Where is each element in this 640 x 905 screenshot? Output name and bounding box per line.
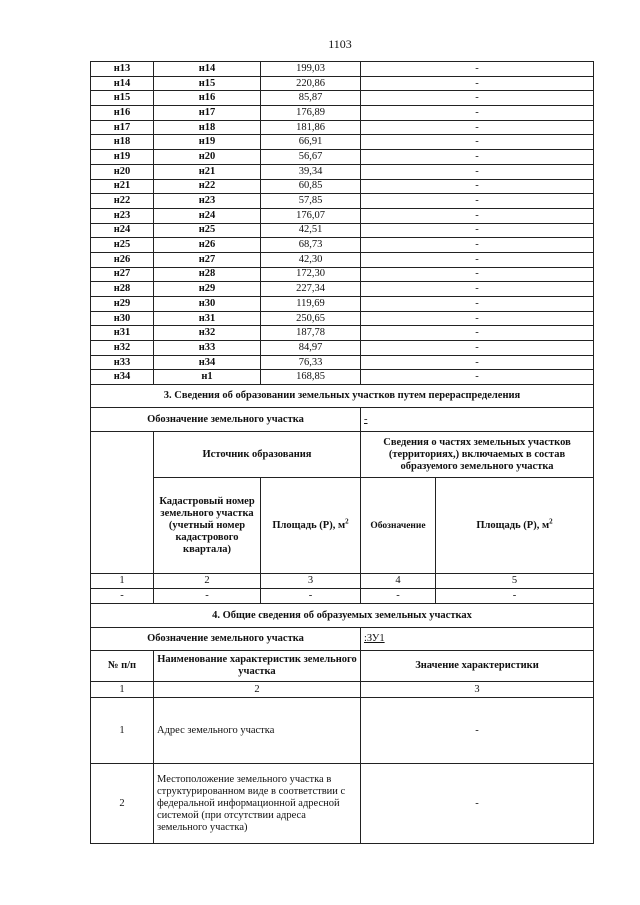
table-row <box>91 252 594 267</box>
segment-note: - <box>361 341 594 356</box>
segment-note: - <box>361 91 594 106</box>
segment-note: - <box>361 326 594 341</box>
col-num-header: № п/п <box>91 651 154 682</box>
point-from: н26 <box>91 252 154 267</box>
table-row <box>91 91 594 106</box>
section-4-designation-label: Обозначение земельного участка <box>91 628 361 651</box>
table-row <box>91 62 594 77</box>
segment-length: 66,91 <box>261 135 361 150</box>
point-to: н22 <box>154 179 261 194</box>
section-3-designation-value: - <box>361 408 594 432</box>
column-number: 1 <box>91 574 154 589</box>
table-row <box>91 135 594 150</box>
point-from: н16 <box>91 106 154 121</box>
point-to: н15 <box>154 76 261 91</box>
point-from: н19 <box>91 150 154 165</box>
point-from: н33 <box>91 355 154 370</box>
segment-note: - <box>361 267 594 282</box>
col-name-header: Наименование характеристик земельного участка <box>154 651 361 682</box>
point-to: н16 <box>154 91 261 106</box>
segment-length: 56,67 <box>261 150 361 165</box>
segment-length: 227,34 <box>261 282 361 297</box>
row-number: 1 <box>91 698 154 764</box>
point-from: н15 <box>91 91 154 106</box>
point-from: н28 <box>91 282 154 297</box>
section-3-title: 3. Сведения об образовании земельных участков путем перераспределения <box>91 385 594 408</box>
column-number: 4 <box>361 574 436 589</box>
segment-length: 42,51 <box>261 223 361 238</box>
segment-length: 119,69 <box>261 297 361 312</box>
table-row <box>91 341 594 356</box>
table-row <box>91 698 594 764</box>
segment-length: 68,73 <box>261 238 361 253</box>
point-from: н27 <box>91 267 154 282</box>
column-number: 1 <box>91 682 154 698</box>
segment-note: - <box>361 164 594 179</box>
point-from: н24 <box>91 223 154 238</box>
table-row <box>91 311 594 326</box>
point-from: н13 <box>91 62 154 77</box>
point-from: н14 <box>91 76 154 91</box>
table-row <box>91 297 594 312</box>
column-number: 2 <box>154 682 361 698</box>
segment-length: 250,65 <box>261 311 361 326</box>
section-3-values <box>91 589 594 604</box>
segment-note: - <box>361 311 594 326</box>
point-to: н30 <box>154 297 261 312</box>
segment-length: 220,86 <box>261 76 361 91</box>
segment-note: - <box>361 150 594 165</box>
section-4-designation-value: :ЗУ1 <box>361 628 594 651</box>
segment-note: - <box>361 62 594 77</box>
point-from: н23 <box>91 208 154 223</box>
segment-length: 42,30 <box>261 252 361 267</box>
segment-note: - <box>361 355 594 370</box>
section-3-column-numbers <box>91 574 594 589</box>
boundary-points-body <box>91 62 594 385</box>
value-cell: - <box>91 589 154 604</box>
characteristic-name: Адрес земельного участка <box>154 698 361 764</box>
point-to: н28 <box>154 267 261 282</box>
value-cell: - <box>154 589 261 604</box>
section-4-column-numbers <box>91 682 594 698</box>
source-header: Источник образования <box>154 432 361 478</box>
point-to: н18 <box>154 120 261 135</box>
segment-length: 168,85 <box>261 370 361 385</box>
point-to: н24 <box>154 208 261 223</box>
segment-note: - <box>361 252 594 267</box>
segment-note: - <box>361 120 594 135</box>
table-row <box>91 355 594 370</box>
segment-length: 176,89 <box>261 106 361 121</box>
segment-length: 85,87 <box>261 91 361 106</box>
point-to: н21 <box>154 164 261 179</box>
col-area-header: Площадь (Р), $м^2$ <box>261 478 361 574</box>
point-from: н21 <box>91 179 154 194</box>
point-to: н14 <box>154 62 261 77</box>
table-row <box>91 238 594 253</box>
segment-length: 172,30 <box>261 267 361 282</box>
point-from: н31 <box>91 326 154 341</box>
characteristic-value: - <box>361 764 594 844</box>
segment-length: 176,07 <box>261 208 361 223</box>
point-to: н29 <box>154 282 261 297</box>
point-to: н31 <box>154 311 261 326</box>
point-to: н26 <box>154 238 261 253</box>
column-number: 3 <box>261 574 361 589</box>
table-row <box>91 179 594 194</box>
value-cell: - <box>261 589 361 604</box>
col-value-header: Значение характеристики <box>361 651 594 682</box>
point-from: н34 <box>91 370 154 385</box>
characteristic-name: Местоположение земельного участка в структурированном виде в соответствии с федеральной информационной адресной системой (при отсутствии адреса земельного участка) <box>154 764 361 844</box>
segment-length: 57,85 <box>261 194 361 209</box>
col-cadastral-header: Кадастровый номер земельного участка (учетный номер кадастрового квартала) <box>154 478 261 574</box>
parts-header: Сведения о частях земельных участков (территориях,) включаемых в состав образуемого земельного участка <box>361 432 594 478</box>
table-row <box>91 150 594 165</box>
value-cell: - <box>361 589 436 604</box>
characteristic-value: - <box>361 698 594 764</box>
segment-length: 187,78 <box>261 326 361 341</box>
segment-note: - <box>361 223 594 238</box>
table-row <box>91 208 594 223</box>
section-3 <box>91 385 594 604</box>
segment-note: - <box>361 282 594 297</box>
table-row <box>91 76 594 91</box>
table-row <box>91 223 594 238</box>
table-row <box>91 326 594 341</box>
land-plot-table <box>90 61 594 844</box>
table-row <box>91 764 594 844</box>
section-4-title: 4. Общие сведения об образуемых земельных участках <box>91 604 594 628</box>
segment-note: - <box>361 194 594 209</box>
segment-length: 39,34 <box>261 164 361 179</box>
segment-length: 84,97 <box>261 341 361 356</box>
segment-length: 199,03 <box>261 62 361 77</box>
point-to: н34 <box>154 355 261 370</box>
segment-length: 76,33 <box>261 355 361 370</box>
section-4 <box>91 604 594 844</box>
table-row <box>91 282 594 297</box>
segment-note: - <box>361 370 594 385</box>
point-from: н20 <box>91 164 154 179</box>
page-number: 1103 <box>328 37 352 51</box>
table-row <box>91 370 594 385</box>
point-from: н18 <box>91 135 154 150</box>
section-3-designation-label: Обозначение земельного участка <box>91 408 361 432</box>
point-to: н32 <box>154 326 261 341</box>
table-row <box>91 267 594 282</box>
point-to: н25 <box>154 223 261 238</box>
point-from: н29 <box>91 297 154 312</box>
point-from: н22 <box>91 194 154 209</box>
segment-note: - <box>361 179 594 194</box>
table-row <box>91 164 594 179</box>
point-to: н20 <box>154 150 261 165</box>
segment-note: - <box>361 238 594 253</box>
col-designation-header: Обозначение <box>361 478 436 574</box>
segment-note: - <box>361 297 594 312</box>
column-number: 5 <box>436 574 594 589</box>
column-number: 2 <box>154 574 261 589</box>
segment-length: 181,86 <box>261 120 361 135</box>
point-from: н30 <box>91 311 154 326</box>
segment-note: - <box>361 135 594 150</box>
point-to: н19 <box>154 135 261 150</box>
table-row <box>91 106 594 121</box>
segment-note: - <box>361 76 594 91</box>
point-to: н33 <box>154 341 261 356</box>
value-cell: - <box>436 589 594 604</box>
point-to: н17 <box>154 106 261 121</box>
column-number: 3 <box>361 682 594 698</box>
point-to: н1 <box>154 370 261 385</box>
col-area2-header: Площадь (Р), $м^2$ <box>436 478 594 574</box>
row-number: 2 <box>91 764 154 844</box>
point-to: н23 <box>154 194 261 209</box>
segment-length: 60,85 <box>261 179 361 194</box>
point-from: н32 <box>91 341 154 356</box>
point-from: н25 <box>91 238 154 253</box>
table-row <box>91 194 594 209</box>
segment-note: - <box>361 208 594 223</box>
table-row <box>91 120 594 135</box>
point-from: н17 <box>91 120 154 135</box>
section-3-empty-cell <box>91 432 154 574</box>
segment-note: - <box>361 106 594 121</box>
point-to: н27 <box>154 252 261 267</box>
